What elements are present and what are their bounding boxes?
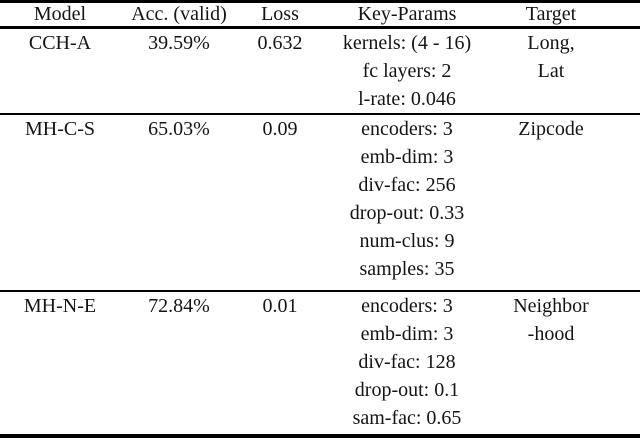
target-line: Lat bbox=[537, 60, 565, 82]
key-param-line: drop-out: 0.1 bbox=[354, 379, 460, 401]
target-line: -hood bbox=[527, 323, 575, 345]
key-param-line: emb-dim: 3 bbox=[360, 323, 454, 345]
column-header-acc: Acc. (valid) bbox=[131, 3, 227, 25]
key-param-line: encoders: 3 bbox=[361, 295, 453, 317]
key-params-cell bbox=[322, 29, 492, 113]
key-param-line: num-clus: 9 bbox=[359, 230, 455, 252]
key-param-line: emb-dim: 3 bbox=[360, 146, 454, 168]
table-bottom-rule bbox=[0, 434, 640, 438]
key-param-line: div-fac: 128 bbox=[358, 351, 456, 373]
key-param-line: encoders: 3 bbox=[361, 118, 453, 140]
model-cell: MH-N-E bbox=[23, 295, 97, 317]
key-param-line: l-rate: 0.046 bbox=[358, 88, 456, 110]
key-params-cell bbox=[322, 115, 492, 283]
table-row-cch-a bbox=[0, 29, 640, 113]
key-param-line: samples: 35 bbox=[359, 258, 455, 280]
loss-cell: 0.632 bbox=[257, 32, 303, 54]
column-header-loss: Loss bbox=[261, 3, 299, 25]
key-param-line: fc layers: 2 bbox=[362, 60, 452, 82]
accuracy-cell: 39.59% bbox=[148, 32, 210, 54]
target-line: Long, bbox=[527, 32, 575, 54]
target-line: Neighbor bbox=[513, 295, 589, 317]
key-param-line: kernels: (4 - 16) bbox=[342, 32, 472, 54]
key-params-cell bbox=[322, 292, 492, 432]
table-header-row bbox=[0, 3, 640, 26]
model-cell: MH-C-S bbox=[24, 118, 95, 140]
key-param-line: sam-fac: 0.65 bbox=[352, 407, 462, 429]
model-cell: CCH-A bbox=[28, 32, 92, 54]
accuracy-cell: 72.84% bbox=[148, 295, 210, 317]
target-cell bbox=[492, 115, 640, 143]
loss-cell: 0.01 bbox=[262, 295, 298, 317]
key-param-line: div-fac: 256 bbox=[358, 174, 456, 196]
table-row-mh-c-s bbox=[0, 115, 640, 290]
column-header-target: Target bbox=[525, 3, 577, 25]
loss-cell: 0.09 bbox=[262, 118, 298, 140]
key-param-line: drop-out: 0.33 bbox=[349, 202, 465, 224]
target-cell bbox=[492, 29, 640, 85]
target-cell bbox=[492, 292, 640, 348]
column-header-model: Model bbox=[33, 3, 87, 25]
column-header-key-params: Key-Params bbox=[357, 3, 457, 25]
table-row-mh-n-e bbox=[0, 292, 640, 434]
target-line: Zipcode bbox=[518, 118, 584, 140]
accuracy-cell: 65.03% bbox=[148, 118, 210, 140]
